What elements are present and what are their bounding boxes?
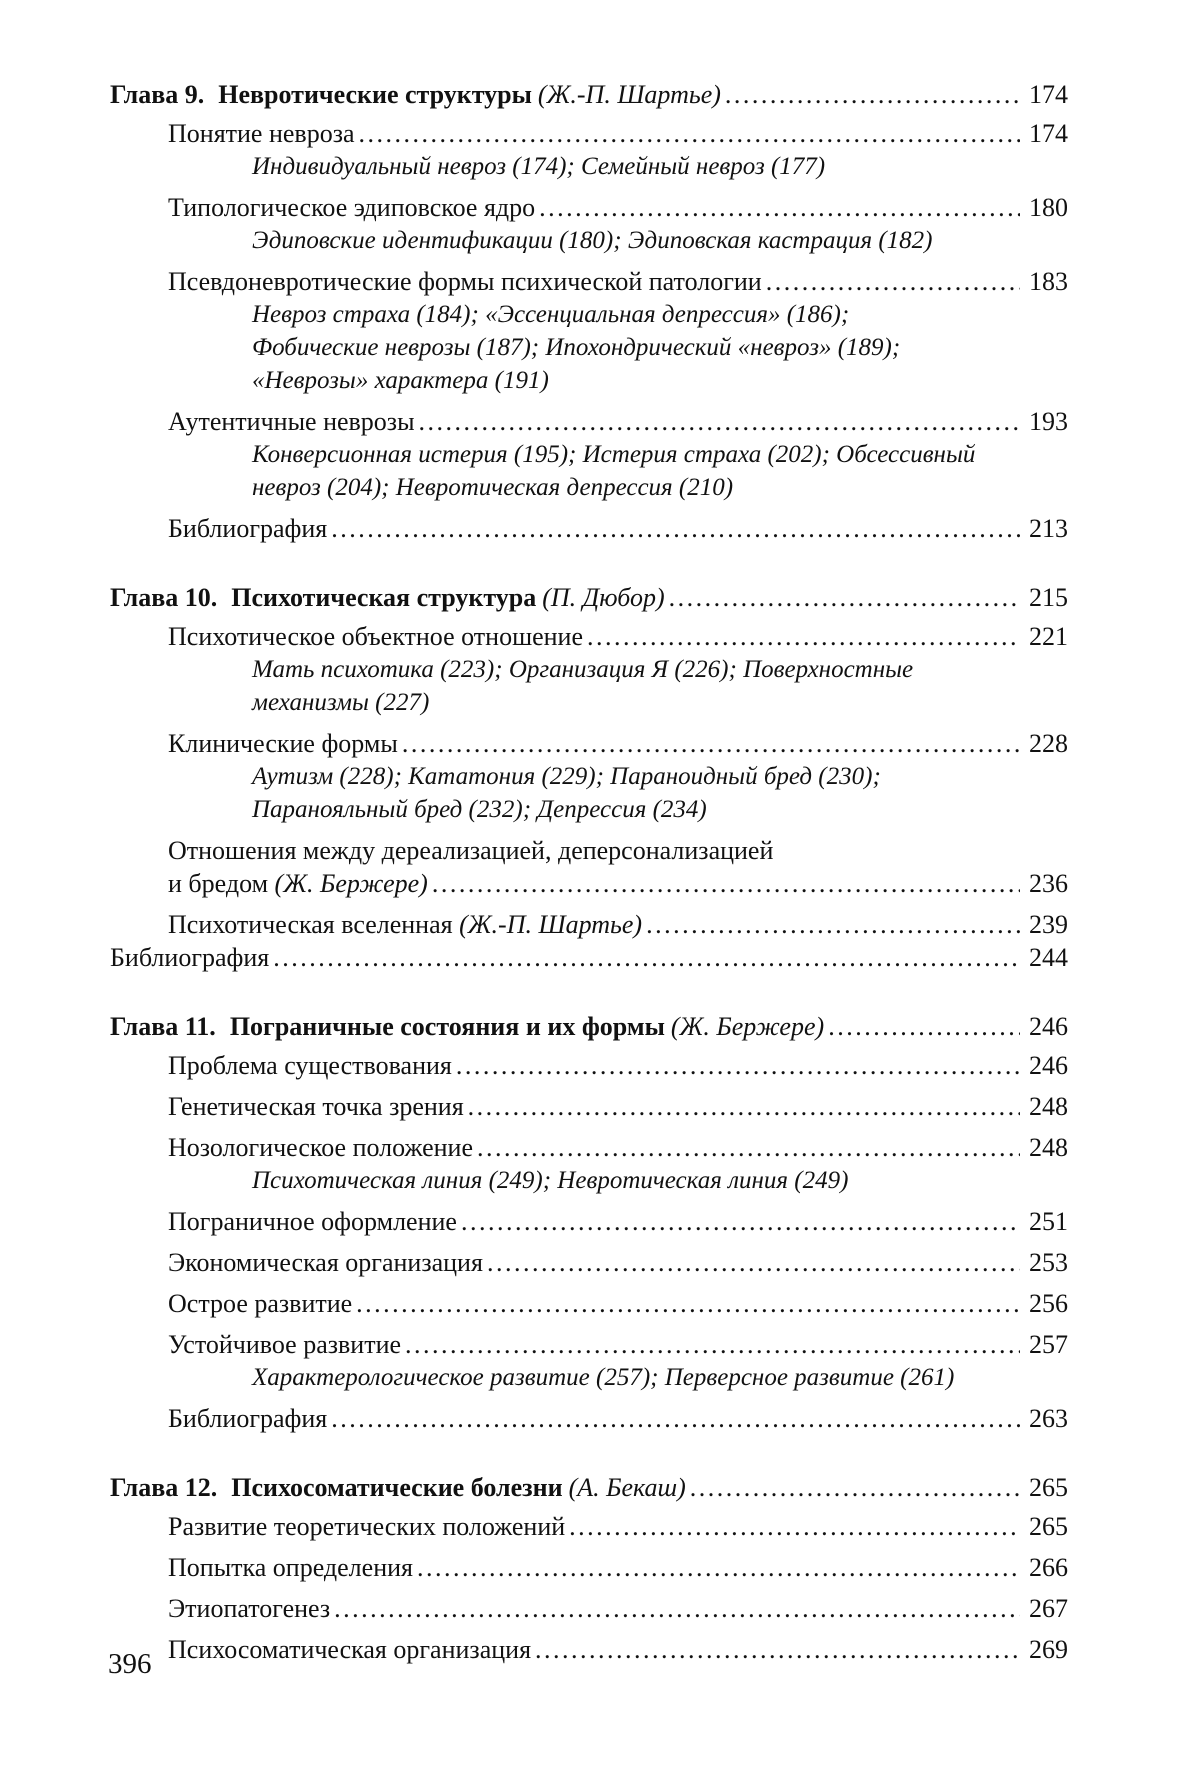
page-ref: 248 <box>1029 1133 1068 1162</box>
dot-leader <box>356 1287 1020 1320</box>
section-title: Психотическая вселенная <box>168 910 453 939</box>
chapter-12 <box>110 1471 1068 1666</box>
toc-section <box>168 1633 1068 1666</box>
section-title: Психосоматическая организация <box>168 1635 532 1664</box>
toc-section <box>168 1510 1068 1543</box>
section-entry[interactable] <box>168 1246 1068 1279</box>
chapter-number: Глава 11. <box>110 1012 216 1041</box>
dot-leader <box>766 265 1020 298</box>
toc-section <box>168 1246 1068 1279</box>
page-ref: 236 <box>1029 869 1068 898</box>
section-title: Типологическое эдиповское ядро <box>168 193 536 222</box>
section-entry[interactable] <box>168 405 1068 438</box>
page-ref: 183 <box>1029 267 1068 296</box>
section-title: Нозологическое положение <box>168 1133 474 1162</box>
section-entry[interactable] <box>168 265 1068 298</box>
page-ref: 180 <box>1029 193 1068 222</box>
dot-leader <box>402 727 1020 760</box>
toc-section <box>168 834 1068 900</box>
section-entry[interactable] <box>168 1328 1068 1361</box>
subsection-list: Характерологическое развитие (257); Перверсное развитие (261) <box>252 1364 955 1391</box>
chapter-title: Пограничные состояния и их формы <box>229 1012 665 1041</box>
section-title: Библиография <box>168 514 328 543</box>
dot-leader <box>669 581 1020 614</box>
toc-section <box>168 1205 1068 1238</box>
section-title: Проблема существования <box>168 1051 452 1080</box>
section-entry[interactable] <box>168 1592 1068 1625</box>
dot-leader <box>405 1328 1020 1361</box>
toc-section <box>110 941 1068 974</box>
section-title: Понятие невроза <box>168 119 355 148</box>
toc-section <box>168 1090 1068 1123</box>
section-title: Клинические формы <box>168 729 398 758</box>
chapter-10 <box>110 581 1068 974</box>
subsection-list: Конверсионная истерия (195); Истерия страха (202); Обсессивный невроз (204); Невротическая депрессия (210) <box>252 441 976 501</box>
section-title: Психотическое объектное отношение <box>168 622 583 651</box>
subsection-list: Мать психотика (223); Организация Я (226); Поверхностные механизмы (227) <box>252 656 914 716</box>
toc-section <box>168 1049 1068 1082</box>
dot-leader <box>273 941 1020 974</box>
page-ref: 251 <box>1029 1207 1068 1236</box>
section-entry[interactable] <box>168 727 1068 760</box>
dot-leader <box>477 1131 1020 1164</box>
toc-section <box>168 191 1068 257</box>
table-of-contents <box>110 78 1068 1666</box>
chapter-author: (П. Дюбор) <box>542 583 665 612</box>
page-number: 396 <box>108 1648 152 1680</box>
page-ref: 246 <box>1029 1012 1068 1041</box>
section-title: Псевдоневротические формы психической патологии <box>168 267 762 296</box>
page-ref: 256 <box>1029 1289 1068 1318</box>
chapter-title: Психотическая структура <box>231 583 537 612</box>
chapter-author: (Ж.-П. Шартье) <box>537 80 721 109</box>
section-entry[interactable] <box>168 1551 1068 1584</box>
toc-section <box>168 1551 1068 1584</box>
page-ref: 265 <box>1029 1473 1068 1502</box>
dot-leader <box>828 1010 1020 1043</box>
section-entry[interactable] <box>168 1205 1068 1238</box>
toc-section <box>168 117 1068 183</box>
section-entry[interactable] <box>168 512 1068 545</box>
section-title: Генетическая точка зрения <box>168 1092 464 1121</box>
dot-leader <box>359 117 1020 150</box>
dot-leader <box>539 191 1020 224</box>
chapter-author: (А. Бекаш) <box>568 1473 686 1502</box>
section-entry[interactable] <box>168 1510 1068 1543</box>
toc-section <box>168 908 1068 941</box>
toc-section <box>168 1402 1068 1435</box>
chapter-heading[interactable] <box>110 78 1068 111</box>
section-title: Пограничное оформление <box>168 1207 457 1236</box>
section-author: (Ж. Бержере) <box>274 869 428 898</box>
page-ref: 265 <box>1029 1512 1068 1541</box>
toc-section <box>168 1287 1068 1320</box>
section-title: Развитие теоретических положений <box>168 1512 566 1541</box>
subsection-list: Психотическая линия (249); Невротическая линия (249) <box>252 1167 849 1194</box>
section-title: Библиография <box>168 1404 328 1433</box>
toc-section <box>168 1131 1068 1197</box>
section-entry[interactable] <box>110 941 1068 974</box>
dot-leader <box>535 1633 1020 1666</box>
page-ref: 215 <box>1029 583 1068 612</box>
page-ref: 266 <box>1029 1553 1068 1582</box>
toc-section <box>168 727 1068 826</box>
chapter-number: Глава 9. <box>110 80 205 109</box>
section-entry[interactable] <box>168 1287 1068 1320</box>
page-ref: 174 <box>1029 119 1068 148</box>
subsection-list: Индивидуальный невроз (174); Семейный невроз (177) <box>252 153 826 180</box>
section-title: Библиография <box>110 943 270 972</box>
page-ref: 257 <box>1029 1330 1068 1359</box>
page-ref: 213 <box>1029 514 1068 543</box>
chapter-number: Глава 10. <box>110 583 218 612</box>
page-ref: 221 <box>1029 622 1068 651</box>
chapter-heading[interactable] <box>110 1010 1068 1043</box>
dot-leader <box>587 620 1020 653</box>
dot-leader <box>334 1592 1020 1625</box>
subsection-list: Аутизм (228); Кататония (229); Параноидный бред (230); Паранояльный бред (232); Депрессия (234) <box>252 763 881 823</box>
dot-leader <box>331 512 1020 545</box>
toc-section <box>168 405 1068 504</box>
section-entry[interactable] <box>168 191 1068 224</box>
section-entry[interactable] <box>168 1049 1068 1082</box>
section-entry[interactable] <box>168 908 1068 941</box>
page-ref: 246 <box>1029 1051 1068 1080</box>
chapter-title: Невротические структуры <box>218 80 532 109</box>
toc-section <box>168 1328 1068 1394</box>
dot-leader <box>646 908 1020 941</box>
toc-section <box>168 1592 1068 1625</box>
dot-leader <box>417 1551 1020 1584</box>
section-entry[interactable] <box>168 1402 1068 1435</box>
chapter-11 <box>110 1010 1068 1435</box>
chapter-heading[interactable] <box>110 581 1068 614</box>
section-entry[interactable] <box>168 1090 1068 1123</box>
page-ref: 269 <box>1029 1635 1068 1664</box>
page-ref: 253 <box>1029 1248 1068 1277</box>
section-entry[interactable] <box>168 117 1068 150</box>
subsection-list: Невроз страха (184); «Эссенциальная депрессия» (186); Фобические неврозы (187); Ипохондрический «невроз» (189); «Неврозы» характера (191) <box>252 301 901 394</box>
page-ref: 239 <box>1029 910 1068 939</box>
section-title: и бредом <box>168 869 269 898</box>
section-entry[interactable] <box>168 867 1068 900</box>
toc-section <box>168 265 1068 397</box>
section-title: Этиопатогенез <box>168 1594 331 1623</box>
chapter-heading[interactable] <box>110 1471 1068 1504</box>
section-title: Экономическая организация <box>168 1248 483 1277</box>
chapter-author: (Ж. Бержере) <box>670 1012 825 1041</box>
dot-leader <box>419 405 1020 438</box>
toc-section <box>168 512 1068 545</box>
page-ref: 248 <box>1029 1092 1068 1121</box>
section-entry[interactable] <box>168 1131 1068 1164</box>
page-ref: 228 <box>1029 729 1068 758</box>
section-title: Попытка определения <box>168 1553 413 1582</box>
page-ref: 193 <box>1029 407 1068 436</box>
dot-leader <box>432 867 1020 900</box>
page-ref: 267 <box>1029 1594 1068 1623</box>
page-ref: 263 <box>1029 1404 1068 1433</box>
section-title: Острое развитие <box>168 1289 353 1318</box>
dot-leader <box>487 1246 1020 1279</box>
chapter-number: Глава 12. <box>110 1473 218 1502</box>
section-entry[interactable] <box>168 620 1068 653</box>
section-author: (Ж.-П. Шартье) <box>459 910 643 939</box>
dot-leader <box>331 1402 1020 1435</box>
chapter-9 <box>110 78 1068 545</box>
section-title-line[interactable]: Отношения между дереализацией, деперсонализацией <box>168 836 774 865</box>
section-title: Аутентичные неврозы <box>168 407 415 436</box>
dot-leader <box>468 1090 1020 1123</box>
chapter-title: Психосоматические болезни <box>231 1473 563 1502</box>
dot-leader <box>569 1510 1020 1543</box>
section-title: Устойчивое развитие <box>168 1330 402 1359</box>
toc-section <box>168 620 1068 719</box>
page-ref: 244 <box>1029 943 1068 972</box>
page-ref: 174 <box>1029 80 1068 109</box>
section-entry[interactable] <box>168 1633 1068 1666</box>
dot-leader <box>725 78 1020 111</box>
dot-leader <box>461 1205 1020 1238</box>
dot-leader <box>456 1049 1020 1082</box>
subsection-list: Эдиповские идентификации (180); Эдиповская кастрация (182) <box>252 227 933 254</box>
dot-leader <box>690 1471 1020 1504</box>
